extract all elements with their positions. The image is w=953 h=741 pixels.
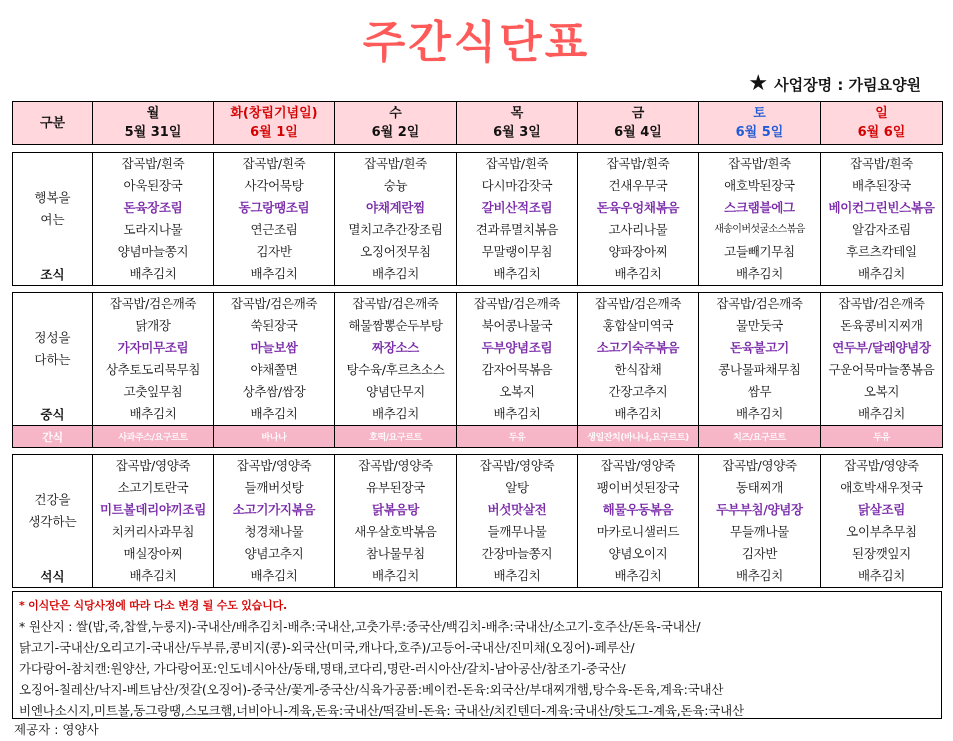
menu-item: 잡곡밥/검은깨죽 — [109, 296, 197, 311]
menu-item: 배추김치 — [493, 406, 541, 421]
page-title: 주간식단표 — [362, 17, 591, 68]
dinner-desc-1: 건강을 — [34, 492, 71, 507]
meal-cell — [93, 455, 214, 588]
breakfast-caption: 조식 — [40, 267, 65, 282]
menu-item: 배추김치 — [614, 266, 662, 281]
menu-item: 구운어묵마늘쫑볶음 — [828, 362, 935, 377]
menu-item: 잡곡밥/검은깨죽 — [838, 296, 925, 311]
dinner-row-header — [13, 455, 93, 588]
menu-item: 배추김치 — [857, 266, 906, 281]
snack-cell: 두유 — [821, 426, 943, 448]
menu-item: 잡곡밥/검은깨죽 — [230, 296, 318, 311]
menu-item: 김자반 — [256, 244, 292, 259]
menu-item: 후르츠칵테일 — [846, 244, 917, 259]
star-icon: ★ — [748, 71, 769, 96]
menu-item: 북어콩나물국 — [481, 318, 553, 333]
menu-item: 사각어묵탕 — [244, 178, 304, 193]
menu-item: 배추김치 — [129, 266, 177, 281]
menu-item: 감자어묵볶음 — [481, 362, 553, 377]
menu-item: 알감자조림 — [852, 222, 911, 237]
snack-cell: 호떡/요구르트 — [335, 426, 457, 448]
menu-item: 버섯맛살전 — [487, 502, 547, 517]
menu-item: 간장고추지 — [608, 384, 668, 399]
menu-item: 배추김치 — [857, 568, 906, 583]
menu-item: 애호박된장국 — [724, 178, 795, 193]
meal-cell — [821, 153, 943, 286]
menu-item: 애호박새우젓국 — [840, 480, 923, 495]
menu-item: 한식잡채 — [614, 362, 662, 377]
menu-item: 두부부침/양념장 — [716, 502, 803, 517]
menu-item: 도라지나물 — [123, 222, 183, 237]
breakfast-desc-1: 행복을 — [34, 190, 71, 205]
menu-item: 동그랑땡조림 — [238, 200, 310, 215]
header-label: 구분 — [13, 102, 93, 145]
menu-item: 해물우동볶음 — [602, 502, 674, 517]
snack-row — [13, 426, 943, 448]
breakfast-row-header — [13, 153, 93, 286]
dinner-caption: 석식 — [40, 569, 65, 584]
day-header: 월 5월 31일 — [93, 102, 214, 145]
menu-item: 다시마감잣국 — [481, 178, 553, 193]
breakfast-table — [12, 152, 943, 286]
menu-item: 상추토도리묵무침 — [105, 362, 201, 377]
day-header: 토 6월 5일 — [699, 102, 821, 145]
lunch-desc-1: 정성을 — [34, 330, 71, 345]
notes-line: * 원산지 : 쌀(밥,죽,찹쌀,누룽지)-국내산/배추김치-배추:국내산,고춧가루:중국산/백김치-배추:국내산/소고기-호주산/돈육-국내산/ — [19, 619, 701, 634]
snack-cell: 두유 — [457, 426, 578, 448]
menu-item: 배추김치 — [371, 266, 420, 281]
menu-item: 참나물무침 — [366, 546, 425, 561]
menu-item: 오복지 — [863, 384, 900, 399]
menu-item: 잡곡밥/영양죽 — [236, 458, 312, 473]
menu-item: 콩나물파채무침 — [718, 362, 801, 377]
menu-item: 유부된장국 — [366, 480, 425, 495]
menu-item: 고사리나물 — [608, 222, 668, 237]
menu-item: 들깨버섯탕 — [244, 480, 304, 495]
menu-item: 김자반 — [741, 546, 778, 561]
menu-item: 배추김치 — [614, 406, 662, 421]
meal-cell — [335, 455, 457, 588]
menu-item: 잡곡밥/흰죽 — [121, 156, 185, 171]
lunch-row-header — [13, 293, 93, 426]
menu-item: 잡곡밥/흰죽 — [850, 156, 913, 171]
meal-cell — [821, 455, 943, 588]
menu-item: 탕수육/후르츠소스 — [346, 362, 445, 377]
menu-item: 잡곡밥/흰죽 — [485, 156, 549, 171]
meal-cell — [93, 153, 214, 286]
menu-item: 야채계란찜 — [366, 200, 425, 215]
menu-item: 닭볶음탕 — [371, 502, 420, 517]
menu-item: 양념오이지 — [608, 546, 668, 561]
menu-item: 잡곡밥/영양죽 — [600, 458, 676, 473]
menu-item: 배추김치 — [371, 568, 420, 583]
menu-item: 배추김치 — [250, 568, 298, 583]
menu-item: 잡곡밥/영양죽 — [358, 458, 433, 473]
day-header: 일 6월 6일 — [821, 102, 943, 145]
menu-item: 닭개장 — [135, 318, 171, 333]
menu-item: 고들빼기무침 — [724, 244, 795, 259]
menu-item: 양파장아찌 — [608, 244, 668, 259]
menu-item: 갈비산적조림 — [481, 200, 553, 215]
snack-cell: 치즈/요구르트 — [699, 426, 821, 448]
menu-item: 잡곡밥/영양죽 — [722, 458, 797, 473]
meal-cell — [457, 455, 578, 588]
menu-item: 팽이버섯된장국 — [596, 480, 680, 495]
menu-item: 소고기숙주볶음 — [596, 340, 680, 355]
workplace-name: 사업장명 : 가림요양원 — [774, 75, 921, 94]
menu-item: 배추김치 — [250, 266, 298, 281]
lunch-table — [12, 292, 943, 448]
meal-cell — [214, 293, 335, 426]
menu-item: 숭늉 — [383, 178, 408, 193]
menu-item: 양념고추지 — [244, 546, 304, 561]
menu-item: 마카로니샐러드 — [596, 524, 680, 539]
meal-cell — [699, 455, 821, 588]
notes-line: 오징어-칠레산/낙지-베트남산/젓갈(오징어)-중국산/꽃게-중국산/식육가공품:베이컨-돈육:외국산/부대찌개햄,탕수육-돈육,계육:국내산 — [19, 682, 724, 697]
menu-item: 잡곡밥/영양죽 — [115, 458, 191, 473]
snack-cell: 생일잔치(바나나,요구르트) — [578, 426, 699, 448]
day-header: 금 6월 4일 — [578, 102, 699, 145]
meal-cell — [578, 293, 699, 426]
meal-cell — [93, 293, 214, 426]
menu-item: 양념단무지 — [366, 384, 425, 399]
snack-cell: 바나나 — [214, 426, 335, 448]
menu-item: 배추김치 — [129, 568, 177, 583]
menu-item: 해물짬뽕순두부탕 — [348, 318, 443, 333]
notes-box — [12, 591, 942, 719]
menu-item: 배추김치 — [735, 266, 784, 281]
notes-line: 가다랑어-참치캔:원양산, 가다랑어포:인도네시아산/동태,명태,코다리,명란-러시아산/갈치-남아공산/참조기-중국산/ — [19, 661, 626, 676]
menu-item: 돈육장조림 — [123, 200, 183, 215]
menu-header — [12, 101, 943, 145]
menu-item: 오이부추무침 — [846, 524, 917, 539]
menu-item: 돈육불고기 — [730, 340, 789, 355]
menu-item: 연근조림 — [250, 222, 298, 237]
menu-item: 돈육우엉채볶음 — [596, 200, 680, 215]
day-header: 목 6월 3일 — [457, 102, 578, 145]
menu-item: 배추김치 — [857, 406, 906, 421]
meal-cell — [699, 293, 821, 426]
menu-item: 배추된장국 — [852, 178, 911, 193]
menu-item: 잡곡밥/검은깨죽 — [716, 296, 803, 311]
lunch-caption: 중식 — [40, 407, 65, 422]
menu-item: 잡곡밥/흰죽 — [242, 156, 306, 171]
menu-item: 건새우무국 — [608, 178, 668, 193]
day-header: 수 6월 2일 — [335, 102, 457, 145]
menu-item: 양념마늘쫑지 — [117, 244, 189, 259]
menu-item: 마늘보쌈 — [250, 340, 298, 355]
menu-item: 배추김치 — [493, 266, 541, 281]
menu-item: 배추김치 — [371, 406, 420, 421]
menu-item: 된장깻잎지 — [852, 546, 911, 561]
menu-item: 매실장아찌 — [123, 546, 183, 561]
menu-item: 상추쌈/쌈장 — [242, 384, 306, 399]
menu-item: 무말랭이무침 — [481, 244, 553, 259]
meal-cell — [335, 153, 457, 286]
menu-item: 베이컨그린빈스볶음 — [828, 200, 935, 215]
meal-cell — [214, 455, 335, 588]
menu-item: 배추김치 — [614, 568, 662, 583]
menu-item: 고춧잎무침 — [123, 384, 183, 399]
menu-item: 알탕 — [505, 480, 529, 495]
menu-item: 새송이버섯굴소스볶음 — [714, 224, 805, 235]
menu-item: 동태찌개 — [735, 480, 784, 495]
meal-cell — [457, 293, 578, 426]
menu-item: 미트볼데리야끼조림 — [100, 502, 206, 517]
meal-cell — [821, 293, 943, 426]
meal-cell — [578, 455, 699, 588]
dinner-desc-2: 생각하는 — [28, 514, 77, 529]
menu-item: 두부양념조림 — [481, 340, 553, 355]
dinner-table — [12, 454, 943, 588]
menu-item: 스크램블에그 — [724, 200, 795, 215]
menu-item: 소고기토란국 — [117, 480, 189, 495]
menu-item: 잡곡밥/검은깨죽 — [594, 296, 682, 311]
menu-item: 쌈무 — [747, 384, 772, 399]
menu-item: 배추김치 — [735, 568, 784, 583]
menu-item: 들깨무나물 — [487, 524, 547, 539]
menu-item: 가자미무조림 — [117, 340, 189, 355]
day-header: 화(창립기념일) 6월 1일 — [214, 102, 335, 145]
menu-item: 짜장소스 — [371, 340, 420, 355]
meal-cell — [699, 153, 821, 286]
menu-item: 쑥된장국 — [250, 318, 298, 333]
menu-item: 야채쫄면 — [250, 362, 298, 377]
menu-item: 돈육콩비지찌개 — [840, 318, 923, 333]
menu-item: 소고기가지볶음 — [232, 502, 316, 517]
menu-item: 잡곡밥/흰죽 — [364, 156, 427, 171]
meal-cell — [578, 153, 699, 286]
meal-cell — [457, 153, 578, 286]
menu-item: 배추김치 — [735, 406, 784, 421]
lunch-desc-2: 다하는 — [34, 352, 71, 367]
menu-item: 멸치고추간장조림 — [348, 222, 443, 237]
meal-cell — [335, 293, 457, 426]
snack-cell: 사과주스/요구르트 — [93, 426, 214, 448]
menu-item: 간장마늘쫑지 — [481, 546, 553, 561]
menu-item: 견과류멸치볶음 — [475, 222, 559, 237]
menu-item: 오복지 — [499, 384, 535, 399]
menu-item: 아욱된장국 — [123, 178, 183, 193]
notes-line: 비엔나소시지,미트볼,동그랑땡,스모크햄,너비아니-계육,돈육:국내산/떡갈비-돈육: 국내산/치킨텐더-계육:국내산/핫도그-계육,돈육:국내산 — [19, 703, 744, 718]
menu-item: 잡곡밥/검은깨죽 — [473, 296, 561, 311]
menu-item: 물만둣국 — [735, 318, 784, 333]
menu-item: 잡곡밥/영양죽 — [844, 458, 919, 473]
menu-item: 치커리사과무침 — [111, 524, 195, 539]
menu-item: 잡곡밥/흰죽 — [728, 156, 791, 171]
notes-line: 닭고기-국내산/오리고기-국내산/두부류,콩비지(콩)-외국산(미국,캐나다,호주)/고등어-국내산/진미채(오징어)-페루산/ — [19, 640, 635, 655]
menu-item: 배추김치 — [129, 406, 177, 421]
menu-item: 배추김치 — [493, 568, 541, 583]
menu-item: 연두부/달래양념장 — [832, 340, 931, 355]
menu-item: 청경채나물 — [244, 524, 304, 539]
menu-item: 홍합살미역국 — [602, 318, 674, 333]
menu-item: 배추김치 — [250, 406, 298, 421]
menu-item: 잡곡밥/영양죽 — [479, 458, 555, 473]
menu-item: 잡곡밥/검은깨죽 — [352, 296, 439, 311]
meal-cell — [214, 153, 335, 286]
menu-item: 오징어젓무침 — [360, 244, 431, 259]
menu-item: 무들깨나물 — [730, 524, 789, 539]
breakfast-desc-2: 여는 — [40, 212, 65, 227]
notes-warning: * 이식단은 식당사정에 따라 다소 변경 될 수도 있습니다. — [19, 599, 287, 612]
provider-label: 제공자 : 영양사 — [14, 722, 99, 737]
workplace-label — [748, 73, 921, 95]
menu-item: 잡곡밥/흰죽 — [606, 156, 670, 171]
snack-label: 간식 — [13, 426, 93, 448]
menu-item: 새우살호박볶음 — [354, 524, 437, 539]
menu-item: 닭살조림 — [857, 502, 906, 517]
